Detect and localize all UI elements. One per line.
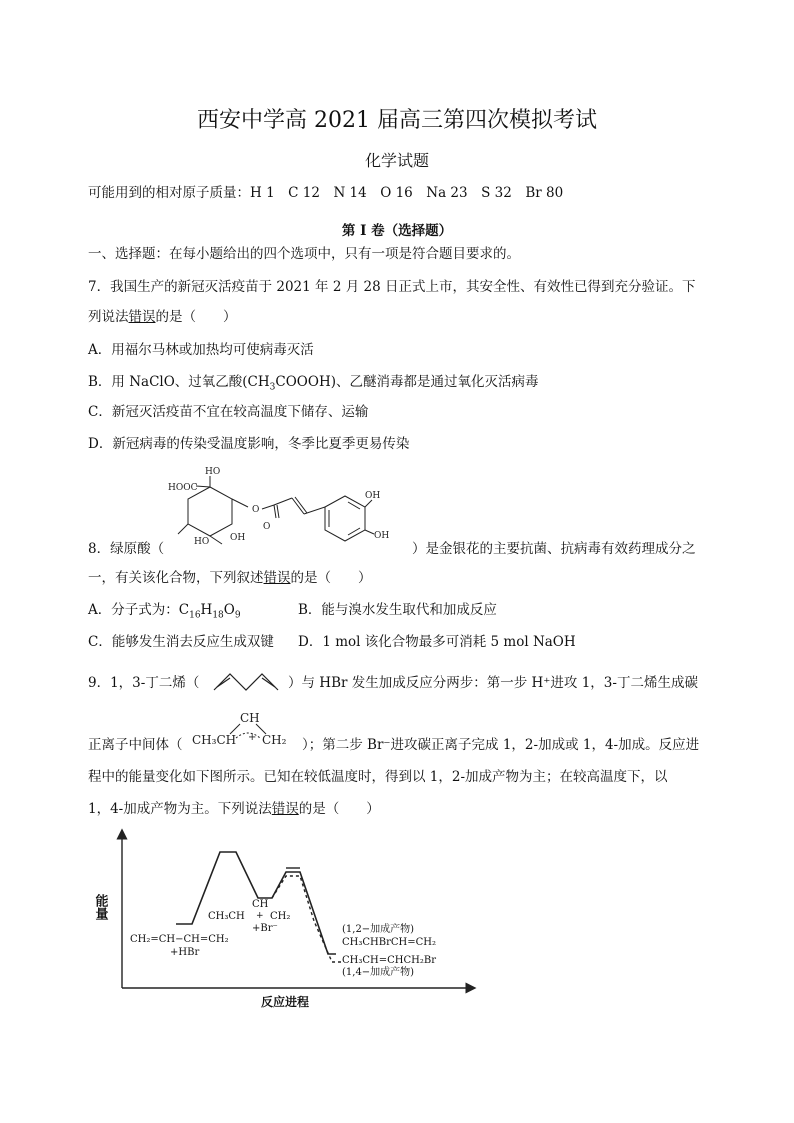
q8-option-a-pre: A．分子式为：C bbox=[88, 602, 190, 618]
q8-option-a bbox=[88, 600, 241, 626]
q9-line1-post: ）与 HBr 发生加成反应分两步：第一步 H⁺进攻 1，3-丁二烯生成碳 bbox=[288, 675, 698, 691]
q8-option-b: B．能与溴水发生取代和加成反应 bbox=[298, 602, 497, 618]
product12-label: (1,2−加成产物) bbox=[342, 924, 415, 935]
section-title: 第 I 卷（选择题） bbox=[341, 223, 453, 239]
carbocation-plus-icon: + bbox=[248, 732, 257, 743]
struct-label-6: OH bbox=[365, 491, 381, 501]
struct-label-4: O bbox=[252, 505, 260, 515]
reactant-line1: CH₂=CH−CH=CH₂ bbox=[130, 934, 229, 945]
q9-line2-pre: 正离子中间体（ bbox=[88, 737, 183, 753]
q8-option-a-o-pre: O bbox=[223, 602, 235, 618]
q8-line2-key: 错误 bbox=[263, 570, 291, 586]
q7-stem-line2 bbox=[88, 307, 237, 327]
product12-formula: CH₃CHBrCH=CH₂ bbox=[342, 937, 437, 948]
q8-stem-post: ）是金银花的主要抗菌、抗病毒有效药理成分之 bbox=[412, 541, 696, 557]
carbocation-structure bbox=[190, 708, 300, 752]
struct-label-2: OH bbox=[230, 533, 246, 543]
q8-option-a-c: 16 bbox=[189, 610, 201, 621]
struct-label-1: HOOC bbox=[168, 483, 198, 493]
q7-option-b-sub: 3 bbox=[269, 382, 276, 393]
butadiene-structure bbox=[210, 666, 282, 696]
exam-title: 西安中学高 2021 届高三第四次模拟考试 bbox=[197, 108, 597, 133]
exam-subtitle: 化学试题 bbox=[364, 151, 429, 170]
q7-option-b-post: COOOH)、乙醚消毒都是通过氧化灭活病毒 bbox=[275, 374, 539, 390]
carbocation-right: CH₂ bbox=[262, 733, 287, 747]
q8-line2-post: 的是（ ） bbox=[290, 570, 372, 586]
struct-label-0: HO bbox=[205, 467, 221, 477]
instruction: 一、选择题：在每小题给出的四个选项中，只有一项是符合题目要求的。 bbox=[88, 246, 520, 262]
intermediate-plus-icon: + bbox=[256, 911, 264, 921]
q9-line2-post: ）；第二步 Br⁻进攻碳正离子完成 1，2-加成或 1，4-加成。反应进 bbox=[302, 737, 700, 753]
atomic-masses: 可能用到的相对原子质量：H 1 C 12 N 14 O 16 Na 23 S 32 Br 80 bbox=[88, 185, 564, 201]
q8-option-d: D．1 mol 该化合物最多可消耗 5 mol NaOH bbox=[298, 634, 576, 650]
product14-label: (1,4−加成产物) bbox=[342, 967, 415, 978]
q7-stem-line1: 7．我国生产的新冠灭活疫苗于 2021 年 2 月 28 日正式上市，其安全性、有效性已得到充分验证。下 bbox=[88, 279, 696, 295]
q9-line4 bbox=[88, 799, 380, 819]
q9-line4-pre: 1，4-加成产物为主。下列说法 bbox=[88, 801, 272, 817]
product14-formula: CH₃CH=CHCH₂Br bbox=[342, 955, 437, 966]
q7-stem-key: 错误 bbox=[128, 309, 156, 325]
chlorogenic-acid-structure bbox=[160, 462, 410, 557]
q7-option-a: A．用福尔马林或加热均可使病毒灭活 bbox=[88, 342, 314, 358]
carbocation-top: CH bbox=[240, 711, 260, 725]
reactant-line2: +HBr bbox=[170, 947, 200, 958]
intermediate-br: +Br⁻ bbox=[252, 923, 278, 934]
q9-line3: 程中的能量变化如下图所示。已知在较低温度时，得到以 1，2-加成产物为主；在较高温度下，以 bbox=[88, 769, 668, 785]
energy-diagram bbox=[92, 826, 486, 1012]
struct-label-7: OH bbox=[374, 531, 390, 541]
carbocation-left: CH₃CH bbox=[192, 733, 237, 747]
q8-option-c: C．能够发生消去反应生成双键 bbox=[88, 634, 274, 650]
q8-line2 bbox=[88, 568, 372, 588]
q7-option-d: D．新冠病毒的传染受温度影响，冬季比夏季更易传染 bbox=[88, 436, 410, 452]
q7-stem-pre: 列说法 bbox=[88, 309, 129, 325]
q7-option-b-pre: B．用 NaClO、过氧乙酸(CH bbox=[88, 374, 270, 390]
struct-label-3: HO bbox=[194, 537, 210, 547]
q9-line4-key: 错误 bbox=[271, 801, 299, 817]
diagram-xlabel: 反应进程 bbox=[261, 995, 310, 1009]
q9-line4-post: 的是（ ） bbox=[298, 801, 380, 817]
q7-option-b bbox=[88, 372, 538, 398]
struct-label-5: O bbox=[263, 522, 271, 532]
intermediate-right: CH₂ bbox=[270, 911, 291, 922]
q8-stem-pre: 8．绿原酸（ bbox=[88, 541, 165, 557]
diagram-ylabel: 能量 bbox=[92, 894, 108, 920]
q8-option-a-o: 9 bbox=[234, 610, 241, 621]
intermediate-left: CH₃CH bbox=[208, 911, 245, 922]
q8-option-a-h: 18 bbox=[212, 610, 224, 621]
q7-option-c: C．新冠灭活疫苗不宜在较高温度下储存、运输 bbox=[88, 404, 369, 420]
q7-stem-post: 的是（ ） bbox=[155, 309, 237, 325]
intermediate-top: CH bbox=[252, 899, 269, 910]
q9-line1-pre: 9．1，3-丁二烯（ bbox=[88, 675, 200, 691]
q8-option-a-h-pre: H bbox=[200, 602, 213, 618]
q8-line2-pre: 一，有关该化合物，下列叙述 bbox=[88, 570, 264, 586]
